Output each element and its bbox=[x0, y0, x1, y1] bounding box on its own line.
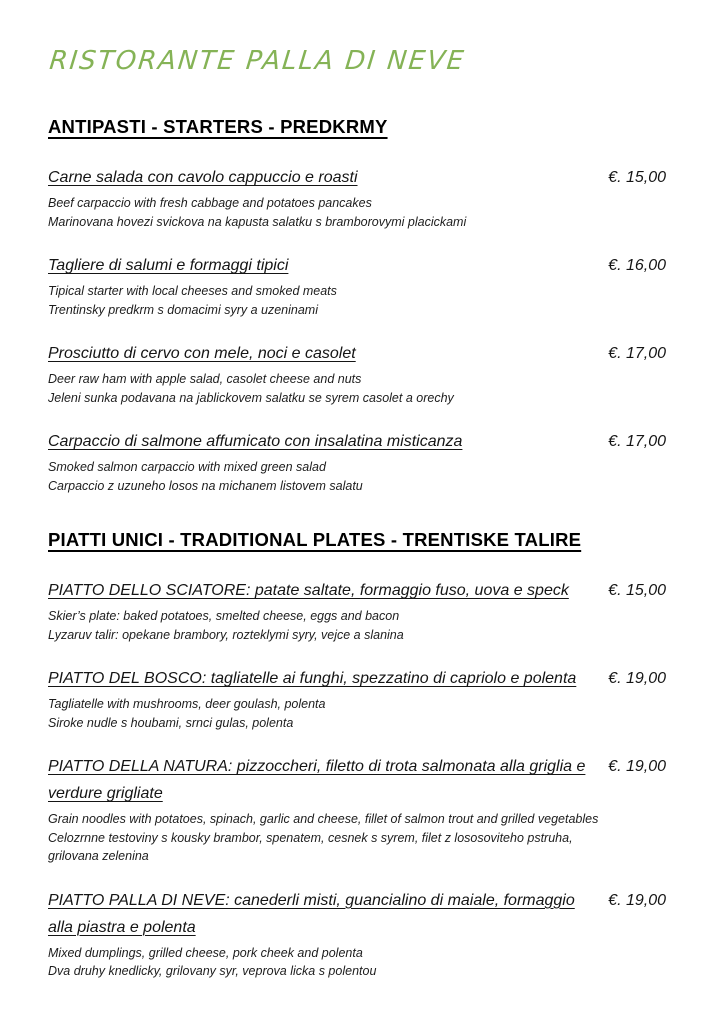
dish-price: €. 19,00 bbox=[608, 891, 666, 909]
dish-name: Carpaccio di salmone affumicato con insalatina misticanza bbox=[48, 433, 463, 450]
dish-name: Prosciutto di cervo con mele, noci e casolet bbox=[48, 345, 356, 362]
dish-description-en: Smoked salmon carpaccio with mixed green salad bbox=[48, 460, 326, 474]
dish-name: PIATTO DELLA NATURA: pizzoccheri, filetto di trota salmonata alla griglia e verdure grigliate bbox=[48, 758, 586, 802]
dish-description-en: Grain noodles with potatoes, spinach, garlic and cheese, fillet of salmon trout and grilled vegetables bbox=[48, 812, 599, 826]
dish-price: €. 15,00 bbox=[608, 582, 666, 599]
dish-description-cz: Celozrnne testoviny s kousky brambor, spenatem, cesnek s syrem, filet z lososoviteho pstruha, grilovana zelenina bbox=[48, 830, 573, 863]
menu-item-main bbox=[48, 164, 600, 231]
dish-price: €. 19,00 bbox=[608, 758, 666, 775]
menu-item-main bbox=[48, 340, 600, 407]
dish-description-en: Tipical starter with local cheeses and smoked meats bbox=[48, 284, 337, 298]
dish-description-cz: Jeleni sunka podavana na jablickovem salatku se syrem casolet a orechy bbox=[48, 390, 454, 405]
dish-description-cz: Trentinsky predkrm s domacimi syry a uzeninami bbox=[48, 302, 318, 317]
menu-item bbox=[48, 665, 666, 732]
dish-name: PIATTO PALLA DI NEVE: canederli misti, guancialino di maiale, formaggio alla piastra e polenta bbox=[48, 891, 575, 936]
menu-item-main bbox=[48, 428, 600, 495]
menu-item bbox=[48, 887, 666, 981]
dish-description-en: Deer raw ham with apple salad, casolet cheese and nuts bbox=[48, 372, 362, 386]
dish-name: Carne salada con cavolo cappuccio e roasti bbox=[48, 169, 358, 186]
menu-item bbox=[48, 164, 666, 231]
menu-item-main bbox=[48, 577, 600, 644]
dish-description-cz: Marinovana hovezi svickova na kapusta salatku s bramborovymi placickami bbox=[48, 214, 467, 229]
dish-price: €. 19,00 bbox=[608, 670, 666, 687]
dish-description-cz: Carpaccio z uzuneho losos na michanem listovem salatu bbox=[48, 478, 363, 493]
section-antipasti bbox=[48, 116, 666, 495]
menu-item bbox=[48, 753, 666, 866]
section-piatti-unici bbox=[48, 529, 666, 981]
menu-item-main bbox=[48, 753, 600, 866]
dish-description-en: Beef carpaccio with fresh cabbage and potatoes pancakes bbox=[48, 196, 372, 210]
dish-description-en: Mixed dumplings, grilled cheese, pork cheek and polenta bbox=[48, 945, 363, 960]
dish-description-en: Skier’s plate: baked potatoes, smelted cheese, eggs and bacon bbox=[48, 609, 400, 623]
menu-item-main bbox=[48, 252, 600, 319]
section-title-piatti-unici: PIATTI UNICI - TRADITIONAL PLATES - TRENTISKE TALIRE bbox=[48, 529, 582, 550]
restaurant-name: RISTORANTE PALLA DI NEVE bbox=[48, 46, 467, 76]
dish-name: PIATTO DELLO SCIATORE: patate saltate, formaggio fuso, uova e speck bbox=[48, 582, 569, 599]
dish-description-cz: Siroke nudle s houbami, srnci gulas, polenta bbox=[48, 715, 294, 730]
dish-description-en: Tagliatelle with mushrooms, deer goulash, polenta bbox=[48, 697, 326, 711]
menu-item bbox=[48, 428, 666, 495]
section-title-antipasti: ANTIPASTI - STARTERS - PREDKRMY bbox=[48, 116, 388, 137]
menu-item-main bbox=[48, 665, 600, 732]
dish-description-cz: Lyzaruv talir: opekane brambory, rozteklymi syry, vejce a slanina bbox=[48, 627, 404, 642]
menu-item bbox=[48, 340, 666, 407]
dish-price: €. 17,00 bbox=[608, 345, 666, 362]
dish-description-cz: Dva druhy knedlicky, grilovany syr, veprova licka s polentou bbox=[48, 964, 377, 978]
menu-item bbox=[48, 252, 666, 319]
dish-price: €. 15,00 bbox=[608, 169, 666, 186]
dish-price: €. 16,00 bbox=[608, 257, 666, 274]
menu-item bbox=[48, 577, 666, 644]
dish-price: €. 17,00 bbox=[608, 433, 666, 450]
menu-item-main bbox=[48, 887, 600, 981]
dish-name: PIATTO DEL BOSCO: tagliatelle ai funghi, spezzatino di capriolo e polenta bbox=[48, 670, 577, 687]
dish-name: Tagliere di salumi e formaggi tipici bbox=[48, 257, 289, 274]
